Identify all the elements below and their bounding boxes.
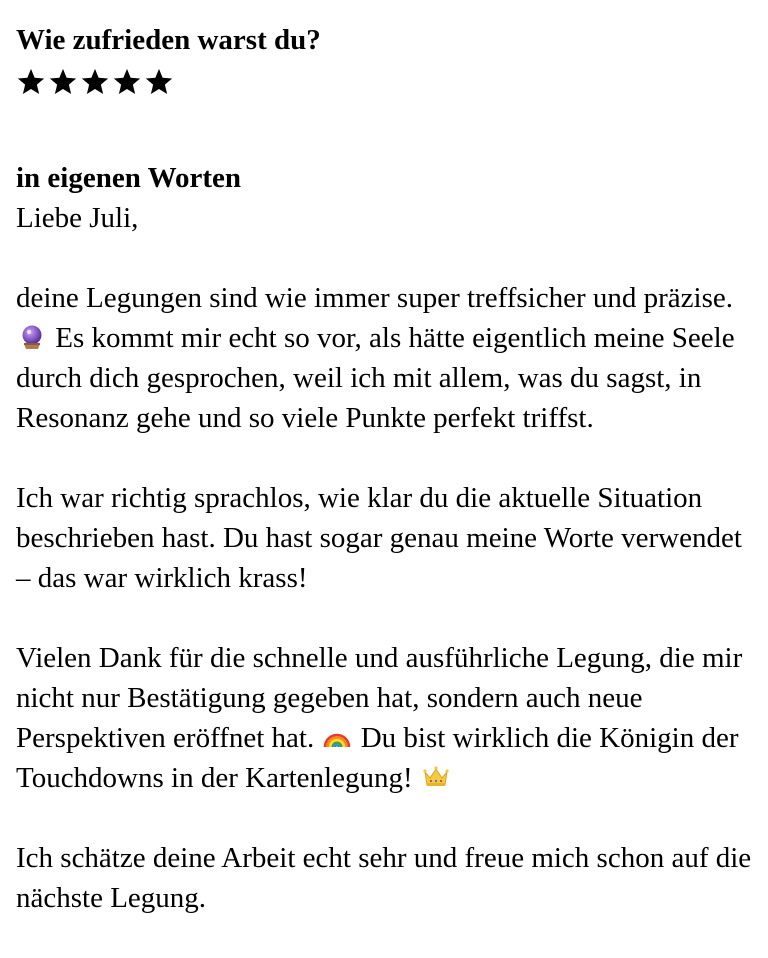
review-heading: in eigenen Worten bbox=[16, 162, 242, 194]
star-icon bbox=[144, 67, 174, 97]
paragraph-3 bbox=[16, 638, 756, 798]
star-icon bbox=[112, 67, 142, 97]
paragraph-1-part-b: Es kommt mir echt so vor, als hätte eigentlich meine Seele durch dich gesprochen, weil ich mit allem, was du sagst, in Resonanz gehe und so viele Punkte perfekt triffst. bbox=[16, 322, 735, 434]
review-body bbox=[16, 198, 756, 918]
paragraph-2: Ich war richtig sprachlos, wie klar du die aktuelle Situation beschrieben hast. Du hast sogar genau meine Worte verwendet – das war wirklich krass! bbox=[16, 482, 742, 594]
review-card bbox=[16, 20, 756, 958]
paragraph-3-part-a: Vielen Dank für die schnelle und ausführliche Legung, die mir nicht nur Bestätigung gegeben hat, sondern auch neue Perspektiven eröffnet hat. bbox=[16, 642, 743, 754]
greeting: Liebe Juli, bbox=[16, 202, 139, 234]
crown-icon bbox=[422, 763, 450, 791]
star-icon bbox=[80, 67, 110, 97]
star-icon bbox=[16, 67, 46, 97]
paragraph-1 bbox=[16, 278, 756, 438]
star-rating bbox=[16, 62, 756, 102]
paragraph-4: Ich schätze deine Arbeit echt sehr und freue mich schon auf die nächste Legung. bbox=[16, 842, 752, 914]
crystal-ball-icon bbox=[18, 323, 46, 351]
rainbow-icon bbox=[323, 723, 351, 751]
paragraph-3-part-b: Du bist wirklich die Königin der Touchdowns in der Kartenlegung! bbox=[16, 722, 739, 794]
rating-question: Wie zufrieden warst du? bbox=[16, 24, 321, 56]
paragraph-1-part-a: deine Legungen sind wie immer super treffsicher und präzise. bbox=[16, 282, 733, 314]
star-icon bbox=[48, 67, 78, 97]
